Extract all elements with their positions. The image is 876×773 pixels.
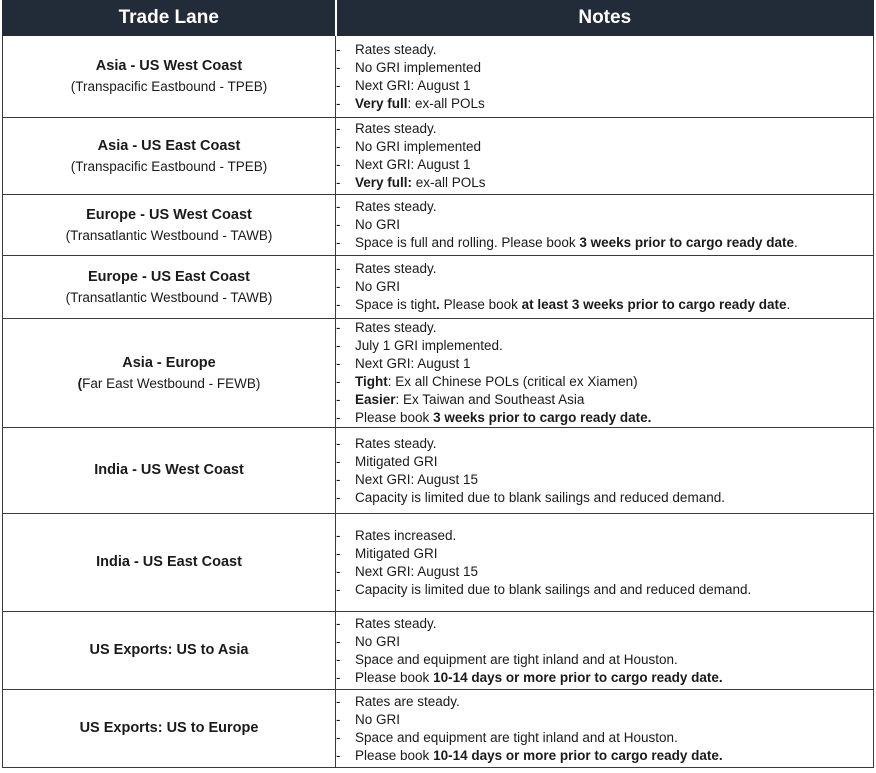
note-item [336, 435, 873, 453]
bullet-dash: - [336, 545, 341, 561]
bullet-dash: - [336, 95, 341, 111]
note-text: Rates steady. [355, 121, 437, 136]
trade-lane-subtitle [3, 288, 335, 308]
note-text: No GRI [355, 711, 401, 727]
note-text: : Ex Taiwan and Southeast Asia [395, 392, 585, 407]
note-text-bold: 3 weeks prior to cargo ready date [579, 235, 794, 250]
note-text: No GRI [355, 279, 401, 294]
table-row [3, 36, 874, 118]
note-text: Capacity is limited due to blank sailings and and reduced demand. [355, 581, 752, 597]
note-item [336, 471, 873, 489]
trade-lane-subtitle-text: Far East Westbound - FEWB) [82, 375, 261, 391]
trade-lane-name: US Exports: US to Europe [79, 720, 259, 736]
note-item [336, 527, 873, 545]
note-text: Rates steady. [355, 320, 437, 335]
trade-lane-subtitle-prefix: ( [77, 375, 83, 391]
note-item [336, 138, 873, 156]
bullet-dash: - [336, 453, 341, 469]
note-item [336, 174, 873, 192]
note-text: Space and equipment are tight inland and at Houston. [355, 651, 678, 667]
note-text: Rates steady. [355, 435, 437, 451]
trade-lane-table [2, 0, 874, 768]
trade-lane-name: Europe - US West Coast [86, 206, 252, 223]
bullet-dash: - [336, 261, 341, 276]
table-row [3, 612, 874, 690]
header-row [3, 1, 874, 36]
note-item [336, 198, 873, 216]
trade-lane-subtitle-text: (Transatlantic Westbound - TAWB) [65, 289, 273, 305]
table-row [3, 690, 874, 768]
note-item [336, 278, 873, 296]
notes-list [336, 527, 873, 599]
note-item [336, 693, 873, 711]
note-text: Rates increased. [355, 527, 457, 543]
trade-lane-cell [3, 256, 336, 319]
bullet-dash: - [336, 489, 341, 505]
note-item [336, 391, 873, 409]
table-row [3, 256, 874, 319]
note-text-bold: 10-14 days or more prior to cargo ready date. [433, 669, 723, 685]
trade-lane-name: Asia - US East Coast [97, 137, 241, 154]
bullet-dash: - [336, 747, 341, 763]
bullet-dash: - [336, 633, 341, 649]
note-item [336, 581, 873, 599]
note-item [336, 729, 873, 747]
note-item [336, 260, 873, 278]
note-text-bold: Tight [355, 374, 388, 389]
bullet-dash: - [336, 693, 341, 709]
bullet-dash: - [336, 175, 341, 190]
note-text-bold: 10-14 days or more prior to cargo ready date. [433, 747, 723, 763]
bullet-dash: - [336, 235, 341, 250]
note-text: Rates steady. [355, 199, 437, 214]
note-item [336, 545, 873, 563]
note-item [336, 216, 873, 234]
trade-lane-name: Europe - US East Coast [88, 268, 250, 285]
note-item [336, 711, 873, 729]
note-text: . [786, 297, 791, 312]
trade-lane-cell [3, 428, 336, 514]
header-notes: Notes [336, 1, 874, 36]
notes-list [336, 198, 873, 252]
trade-lane-subtitle [3, 226, 335, 246]
note-text: No GRI implemented [355, 139, 482, 154]
trade-lane-subtitle-text: (Transpacific Eastbound - TPEB) [70, 158, 268, 174]
bullet-dash: - [336, 338, 341, 353]
bullet-dash: - [336, 410, 341, 425]
trade-lane-subtitle [3, 77, 335, 97]
note-item [336, 59, 873, 77]
note-text-bold: . [436, 297, 440, 312]
notes-cell [336, 428, 874, 514]
note-text: : Ex all Chinese POLs (critical ex Xiamen) [387, 374, 638, 389]
note-text: No GRI implemented [355, 59, 482, 75]
note-text: No GRI [355, 217, 401, 232]
note-item [336, 41, 873, 59]
table-row [3, 319, 874, 428]
bullet-dash: - [336, 139, 341, 154]
bullet-dash: - [336, 563, 341, 579]
bullet-dash: - [336, 581, 341, 597]
trade-lane-cell [3, 690, 336, 768]
note-text: Mitigated GRI [355, 545, 438, 561]
bullet-dash: - [336, 669, 341, 685]
note-text: Rates steady. [355, 261, 437, 276]
bullet-dash: - [336, 356, 341, 371]
note-text: Next GRI: August 15 [355, 563, 479, 579]
bullet-dash: - [336, 374, 341, 389]
note-text: Please book [355, 669, 434, 685]
note-text: Please book [355, 410, 434, 425]
trade-lane-name: India - US West Coast [94, 462, 244, 478]
notes-cell [336, 36, 874, 118]
note-text: Next GRI: August 1 [355, 356, 471, 371]
note-text-bold: Easier [355, 392, 396, 407]
note-text: ex-all POLs [412, 175, 486, 190]
note-text: : ex-all POLs [407, 95, 485, 111]
trade-lane-subtitle-text: (Transatlantic Westbound - TAWB) [65, 227, 273, 243]
notes-cell [336, 319, 874, 428]
note-item [336, 337, 873, 355]
trade-lane-cell [3, 612, 336, 690]
bullet-dash: - [336, 527, 341, 543]
trade-lane-cell [3, 195, 336, 256]
note-text-bold: Very full: [355, 175, 413, 190]
bullet-dash: - [336, 435, 341, 451]
trade-lane-subtitle [3, 374, 335, 394]
bullet-dash: - [336, 217, 341, 232]
note-text-bold: at least 3 weeks prior to cargo ready date [521, 297, 787, 312]
notes-cell [336, 195, 874, 256]
note-item [336, 296, 873, 314]
notes-cell [336, 118, 874, 195]
notes-cell [336, 612, 874, 690]
note-item [336, 615, 873, 633]
note-text: Space is tight [355, 297, 437, 312]
trade-lane-name: US Exports: US to Asia [89, 642, 249, 658]
bullet-dash: - [336, 297, 341, 312]
note-text: Capacity is limited due to blank sailings and reduced demand. [355, 489, 725, 505]
note-item [336, 373, 873, 391]
note-item [336, 120, 873, 138]
header-trade-lane: Trade Lane [3, 1, 336, 36]
notes-list [336, 260, 873, 314]
notes-list [336, 319, 873, 427]
table-body [3, 36, 874, 768]
note-text: Rates steady. [355, 41, 437, 57]
trade-lane-cell [3, 514, 336, 612]
notes-list [336, 41, 873, 113]
notes-cell [336, 256, 874, 319]
note-item [336, 95, 873, 113]
bullet-dash: - [336, 471, 341, 487]
note-item [336, 409, 873, 427]
bullet-dash: - [336, 157, 341, 172]
table-row [3, 514, 874, 612]
trade-lane-name: India - US East Coast [96, 554, 242, 570]
note-text-bold: Very full [355, 95, 408, 111]
bullet-dash: - [336, 121, 341, 136]
trade-lane-name: Asia - Europe [122, 354, 216, 371]
trade-lane-subtitle-text: (Transpacific Eastbound - TPEB) [70, 79, 268, 94]
notes-cell [336, 514, 874, 612]
bullet-dash: - [336, 320, 341, 335]
note-text: Next GRI: August 15 [355, 471, 479, 487]
note-item [336, 156, 873, 174]
note-text: July 1 GRI implemented. [355, 338, 503, 353]
note-text: No GRI [355, 633, 401, 649]
notes-cell [336, 690, 874, 768]
trade-lane-cell [3, 319, 336, 428]
note-item [336, 355, 873, 373]
notes-list [336, 615, 873, 687]
bullet-dash: - [336, 711, 341, 727]
note-item [336, 489, 873, 507]
note-text: Mitigated GRI [355, 453, 438, 469]
note-item [336, 563, 873, 581]
note-text: Next GRI: August 1 [355, 157, 471, 172]
note-text: Rates steady. [355, 615, 437, 631]
bullet-dash: - [336, 651, 341, 667]
note-item [336, 453, 873, 471]
bullet-dash: - [336, 392, 341, 407]
note-item [336, 234, 873, 252]
bullet-dash: - [336, 199, 341, 214]
table-row [3, 428, 874, 514]
note-text: Space is full and rolling. Please book [355, 235, 580, 250]
note-item [336, 319, 873, 337]
note-item [336, 633, 873, 651]
bullet-dash: - [336, 41, 341, 57]
note-text: Rates are steady. [355, 693, 460, 709]
bullet-dash: - [336, 615, 341, 631]
bullet-dash: - [336, 279, 341, 294]
note-text: Please book [439, 297, 522, 312]
trade-lane-cell [3, 36, 336, 118]
bullet-dash: - [336, 59, 341, 75]
note-item [336, 747, 873, 765]
note-text: . [793, 235, 798, 250]
note-text: Space and equipment are tight inland and at Houston. [355, 729, 678, 745]
notes-list [336, 693, 873, 765]
bullet-dash: - [336, 729, 341, 745]
table-row [3, 195, 874, 256]
note-item [336, 651, 873, 669]
table-row [3, 118, 874, 195]
note-text: Please book [355, 747, 434, 763]
note-text: Next GRI: August 1 [355, 77, 471, 93]
note-item [336, 669, 873, 687]
trade-lane-cell [3, 118, 336, 195]
note-item [336, 77, 873, 95]
notes-list [336, 120, 873, 192]
note-text-bold: 3 weeks prior to cargo ready date. [433, 410, 652, 425]
notes-list [336, 435, 873, 507]
bullet-dash: - [336, 77, 341, 93]
trade-lane-subtitle [3, 157, 335, 177]
trade-lane-name: Asia - US West Coast [95, 58, 243, 74]
